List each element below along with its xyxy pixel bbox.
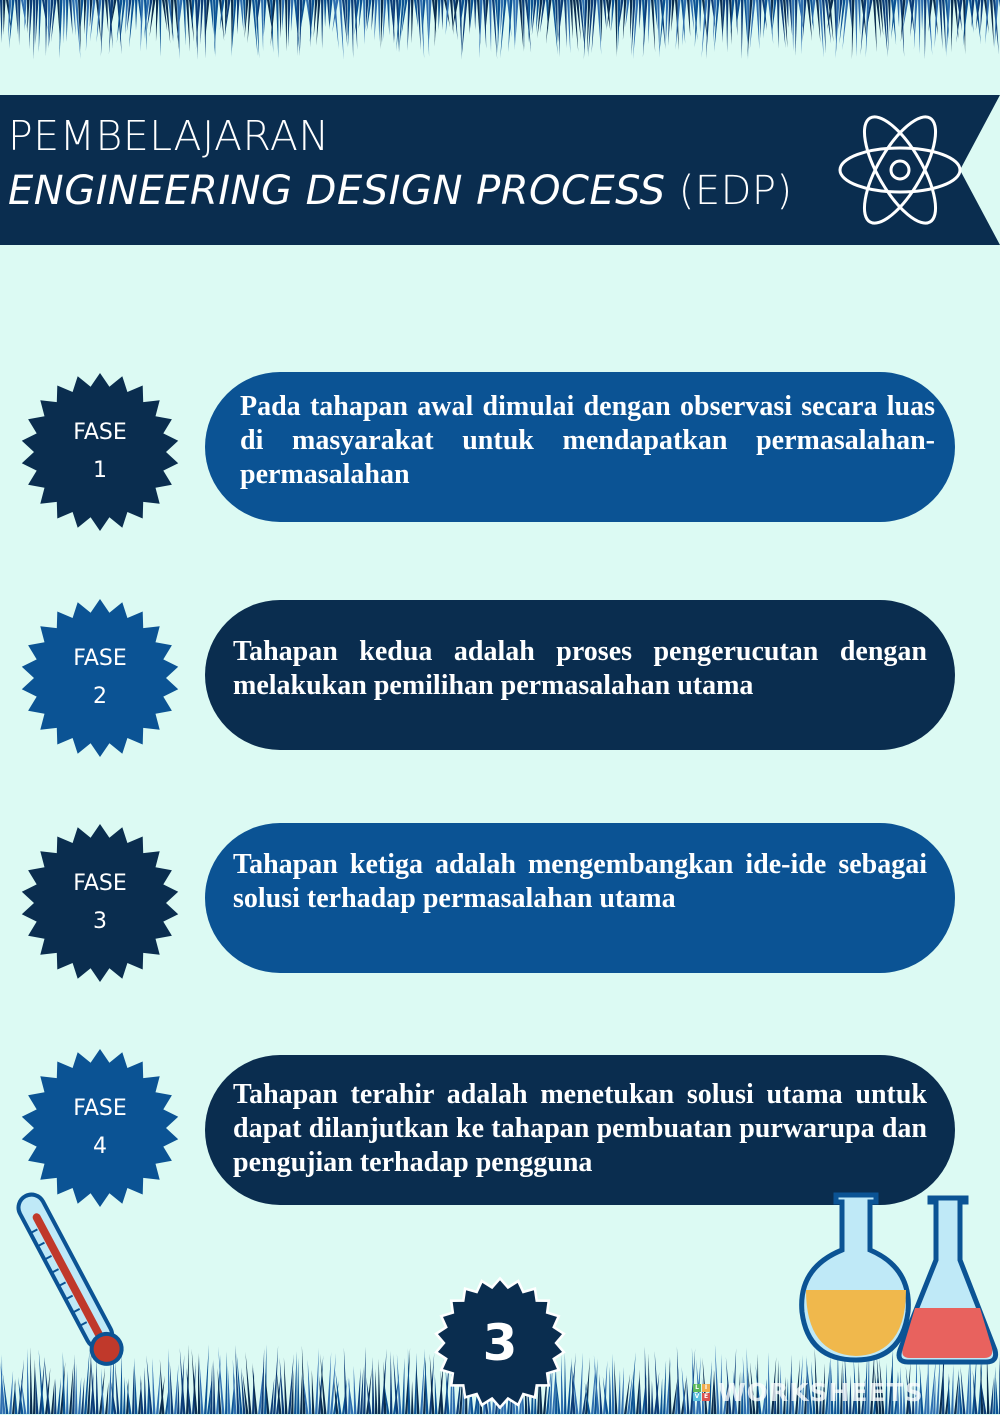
phase-4-text: Tahapan terahir adalah menetukan solusi utama untuk dapat dilanjutkan ke tahapan pembuatan purwarupa dan pengujian terhadap pengguna [233, 1079, 927, 1178]
watermark-logo-e: E [703, 1393, 709, 1400]
phase-1-text: Pada tahapan awal dimulai dengan observasi secara luas di masyarakat untuk mendapatkan permasalahan-permasalahan [240, 391, 935, 490]
phase-3-text: Tahapan ketiga adalah mengembangkan ide-ide sebagai solusi terhadap permasalahan utama [233, 849, 927, 914]
page-number-badge [432, 1275, 568, 1411]
watermark [693, 1378, 924, 1407]
phase-3-number: 3 [93, 909, 107, 934]
phase-3-description [205, 823, 955, 973]
phase-4-label: FASE [73, 1096, 127, 1121]
title-suffix: (EDP) [665, 168, 793, 214]
watermark-logo [693, 1384, 710, 1401]
title-line-1: PEMBELAJARAN [8, 112, 330, 160]
phase-3-label: FASE [73, 871, 127, 896]
phase-2-description [205, 600, 955, 750]
phase-4-number: 4 [93, 1134, 107, 1159]
phase-2-text: Tahapan kedua adalah proses pengerucutan dengan melakukan pemilihan permasalahan utama [233, 636, 927, 701]
flasks-icon [790, 1190, 1000, 1380]
watermark-text: WORKSHEETS [718, 1378, 924, 1407]
phase-2-number: 2 [93, 684, 107, 709]
atom-icon [838, 100, 962, 240]
phase-2-label: FASE [73, 646, 127, 671]
phase-1-label: FASE [73, 420, 127, 445]
thermometer-icon [15, 1180, 125, 1380]
phase-2-badge [20, 598, 180, 758]
watermark-logo-l: L [693, 1384, 701, 1392]
phase-1-description [205, 372, 955, 522]
grass-border-top [0, 0, 1000, 60]
phase-1-number: 1 [93, 458, 107, 483]
phase-1-badge [20, 372, 180, 532]
watermark-logo-i: I [702, 1384, 710, 1392]
watermark-logo-v: V [694, 1393, 700, 1400]
title-line-2 [8, 160, 793, 222]
page-title [8, 112, 793, 222]
page-number: 3 [482, 1314, 518, 1372]
phase-3-badge [20, 823, 180, 983]
phase-4-description [205, 1055, 955, 1205]
title-italic: ENGINEERING DESIGN PROCESS [8, 168, 666, 214]
